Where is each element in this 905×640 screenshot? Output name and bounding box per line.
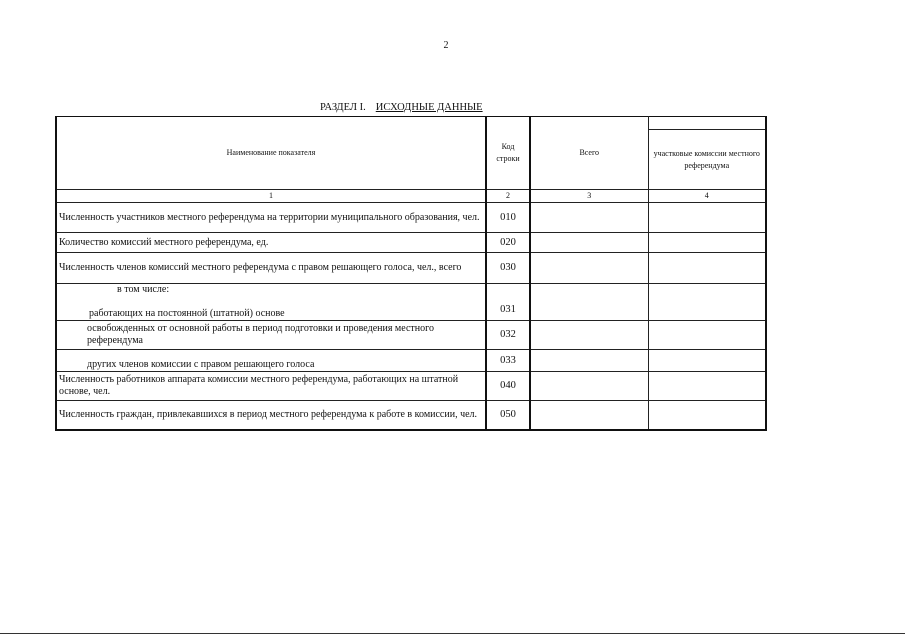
precinct-value-cell[interactable] xyxy=(648,321,766,350)
column-number: 3 xyxy=(530,190,648,203)
header-indicator-name: Наименование показателя xyxy=(56,117,486,190)
precinct-value-cell[interactable] xyxy=(648,401,766,430)
row-code: 031 xyxy=(486,284,530,321)
column-number: 2 xyxy=(486,190,530,203)
header-precinct-commissions: участковые комиссии местного референдума xyxy=(648,130,766,190)
section-title xyxy=(320,102,520,113)
precinct-value-cell[interactable] xyxy=(648,284,766,321)
page-bottom-rule xyxy=(0,633,905,634)
row-name: Численность граждан, привлекавшихся в период местного референдума к работе в комиссии, чел. xyxy=(56,401,486,430)
row-name: Численность работников аппарата комиссии местного референдума, работающих на штатной основе, чел. xyxy=(56,372,486,401)
table-row xyxy=(56,284,766,321)
row-code: 020 xyxy=(486,233,530,253)
table-row xyxy=(56,401,766,430)
header-total: Всего xyxy=(530,117,648,190)
row-code: 032 xyxy=(486,321,530,350)
row-name-prefix: в том числе: xyxy=(117,284,170,295)
header-subgroup-top xyxy=(648,117,766,130)
row-code: 040 xyxy=(486,372,530,401)
header-row-code: Код строки xyxy=(486,117,530,190)
precinct-value-cell[interactable] xyxy=(648,372,766,401)
total-value-cell[interactable] xyxy=(530,401,648,430)
table-row xyxy=(56,372,766,401)
row-name: Количество комиссий местного референдума, ед. xyxy=(56,233,486,253)
row-code: 033 xyxy=(486,350,530,372)
section-prefix: РАЗДЕЛ I. xyxy=(320,102,366,113)
column-number: 4 xyxy=(648,190,766,203)
row-name: других членов комиссии с правом решающего голоса xyxy=(56,350,486,372)
total-value-cell[interactable] xyxy=(530,233,648,253)
total-value-cell[interactable] xyxy=(530,203,648,233)
table-row xyxy=(56,203,766,233)
row-name: Численность участников местного референдума на территории муниципального образования, чел. xyxy=(56,203,486,233)
precinct-value-cell[interactable] xyxy=(648,203,766,233)
row-code: 050 xyxy=(486,401,530,430)
section-name: ИСХОДНЫЕ ДАННЫЕ xyxy=(375,102,483,113)
total-value-cell[interactable] xyxy=(530,253,648,284)
precinct-value-cell[interactable] xyxy=(648,253,766,284)
row-name: Численность членов комиссий местного референдума с правом решающего голоса, чел., всего xyxy=(56,253,486,284)
page-number: 2 xyxy=(443,40,449,51)
source-data-table xyxy=(55,116,767,431)
precinct-value-cell[interactable] xyxy=(648,350,766,372)
table-row xyxy=(56,350,766,372)
total-value-cell[interactable] xyxy=(530,321,648,350)
total-value-cell[interactable] xyxy=(530,350,648,372)
row-name xyxy=(56,284,486,321)
total-value-cell[interactable] xyxy=(530,284,648,321)
column-number: 1 xyxy=(56,190,486,203)
table-row xyxy=(56,321,766,350)
column-number-row xyxy=(56,190,766,203)
table-row xyxy=(56,253,766,284)
row-name-text: работающих на постоянной (штатной) основе xyxy=(89,308,285,319)
table-row xyxy=(56,233,766,253)
precinct-value-cell[interactable] xyxy=(648,233,766,253)
header-row xyxy=(56,117,766,130)
row-code: 010 xyxy=(486,203,530,233)
row-code: 030 xyxy=(486,253,530,284)
total-value-cell[interactable] xyxy=(530,372,648,401)
row-name: освобожденных от основной работы в период подготовки и проведения местного референдума xyxy=(56,321,486,350)
